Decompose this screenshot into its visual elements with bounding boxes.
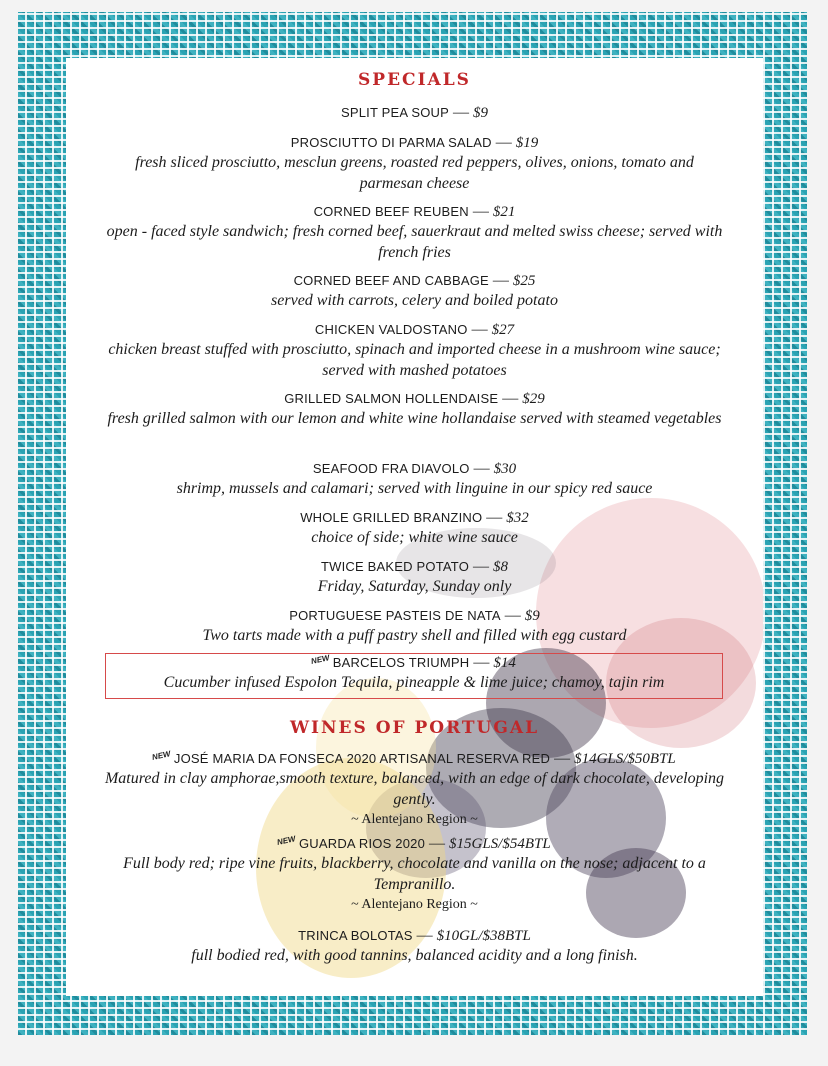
- item-description: chicken breast stuffed with prosciutto, spinach and imported cheese in a mushroom wine sauce; served with mashed potatoes: [108, 341, 721, 379]
- item-description: choice of side; white wine sauce: [311, 529, 518, 546]
- item-description: Cucumber infused Espolon Tequila, pineapple & lime juice; chamoy, tajin rim: [163, 674, 665, 691]
- item-name: SPLIT PEA SOUP: [340, 105, 450, 120]
- menu-item: TWICE BAKED POTATO — $8 Friday, Saturday, Sunday only: [86, 558, 743, 597]
- menu-item: WHOLE GRILLED BRANZINO — $32 choice of side; white wine sauce: [86, 509, 743, 548]
- item-name: WHOLE GRILLED BRANZINO: [300, 510, 483, 525]
- menu-item: CHICKEN VALDOSTANO — $27 chicken breast stuffed with prosciutto, spinach and imported cheese in a mushroom wine sauce; served with mashed potatoes: [106, 321, 723, 381]
- menu-item: SEAFOOD FRA DIAVOLO — $30 shrimp, mussels and calamari; served with linguine in our spicy red sauce: [86, 460, 743, 499]
- menu-item: CORNED BEEF AND CABBAGE — $25 served with carrots, celery and boiled potato: [106, 272, 723, 311]
- wine-item: TRINCA BOLOTAS — $10GL/$38BTL full bodied red, with good tannins, balanced acidity and a long finish.: [96, 927, 733, 966]
- new-badge: NEW: [151, 749, 172, 762]
- menu-item: SPLIT PEA SOUP — $9: [340, 104, 489, 121]
- item-price: $9: [524, 608, 540, 624]
- item-description: fresh grilled salmon with our lemon and white wine hollandaise served with steamed vegetables: [107, 410, 722, 427]
- item-name: CORNED BEEF REUBEN: [313, 204, 469, 219]
- item-price: $9: [473, 105, 489, 121]
- menu-item: PORTUGUESE PASTEIS DE NATA — $9 Two tarts made with a puff pastry shell and filled with egg custard: [86, 607, 743, 646]
- wine-price: $14GLS/$50BTL: [574, 751, 676, 767]
- item-price: $30: [493, 461, 517, 477]
- item-name: SEAFOOD FRA DIAVOLO: [312, 461, 470, 476]
- item-name: GRILLED SALMON HOLLENDAISE: [284, 391, 499, 406]
- item-price: $32: [506, 510, 529, 526]
- new-badge: NEW: [276, 834, 297, 847]
- item-price: $25: [512, 273, 536, 289]
- specials-heading: SPECIALS: [358, 70, 471, 90]
- menu-item: CORNED BEEF REUBEN — $21 open - faced style sandwich; fresh corned beef, sauerkraut and melted swiss cheese; served with french fries: [106, 203, 723, 261]
- wine-description: Matured in clay amphorae,smooth texture, balanced, with an edge of dark chocolate, developing gently.: [104, 770, 725, 808]
- menu-item: PROSCIUTTO DI PARMA SALAD — $19 fresh sliced prosciutto, mesclun greens, roasted red peppers, olives, onions, tomato and parmesan cheese: [106, 134, 723, 194]
- menu-content: [66, 58, 763, 996]
- item-description: Friday, Saturday, Sunday only: [317, 578, 512, 595]
- item-name: TWICE BAKED POTATO: [320, 559, 470, 574]
- menu-item: GRILLED SALMON HOLLENDAISE — $29 fresh grilled salmon with our lemon and white wine hollandaise served with steamed vegetables: [107, 390, 722, 427]
- item-name: CORNED BEEF AND CABBAGE: [293, 273, 489, 288]
- item-description: Two tarts made with a puff pastry shell and filled with egg custard: [202, 627, 627, 644]
- wine-name: GUARDA RIOS 2020: [298, 836, 425, 851]
- item-name: PROSCIUTTO DI PARMA SALAD: [290, 135, 492, 150]
- wines-heading: WINES OF PORTUGAL: [289, 718, 540, 738]
- new-badge: NEW: [310, 653, 331, 666]
- featured-item-box: NEW BARCELOS TRIUMPH — $14 Cucumber infused Espolon Tequila, pineapple & lime juice; chamoy, tajin rim: [105, 653, 723, 699]
- wine-item: NEW GUARDA RIOS 2020 — $15GLS/$54BTL Full body red; ripe vine fruits, blackberry, chocolate and vanilla on the nose; adjacent to a Tempranillo. ~ Alentejano Region ~: [96, 835, 733, 915]
- item-price: $14: [493, 655, 516, 671]
- item-price: $8: [493, 559, 509, 575]
- item-name: BARCELOS TRIUMPH: [332, 655, 470, 670]
- item-description: fresh sliced prosciutto, mesclun greens, roasted red peppers, olives, onions, tomato and parmesan cheese: [135, 154, 694, 192]
- wine-description: Full body red; ripe vine fruits, blackberry, chocolate and vanilla on the nose; adjacent to a Tempranillo.: [123, 855, 706, 893]
- item-price: $27: [491, 322, 515, 338]
- item-description: served with carrots, celery and boiled potato: [271, 292, 558, 309]
- item-price: $19: [515, 135, 539, 151]
- wine-name: TRINCA BOLOTAS: [298, 928, 413, 943]
- item-description: shrimp, mussels and calamari; served with linguine in our spicy red sauce: [176, 480, 653, 497]
- item-price: $21: [492, 204, 516, 220]
- wine-price: $15GLS/$54BTL: [449, 836, 551, 852]
- wine-region: ~ Alentejano Region ~: [351, 897, 478, 912]
- wine-price: $10GL/$38BTL: [436, 928, 531, 944]
- item-price: $29: [522, 391, 545, 407]
- wine-name: JOSÉ MARIA DA FONSECA 2020 ARTISANAL RESERVA RED: [173, 751, 551, 766]
- wine-region: ~ Alentejano Region ~: [351, 812, 478, 827]
- item-name: CHICKEN VALDOSTANO: [314, 322, 468, 337]
- wine-item: NEW JOSÉ MARIA DA FONSECA 2020 ARTISANAL RESERVA RED — $14GLS/$50BTL Matured in clay amphorae,smooth texture, balanced, with an edge of dark chocolate, developing gently. ~ Alentejano Region ~: [96, 750, 733, 830]
- wine-description: full bodied red, with good tannins, balanced acidity and a long finish.: [191, 947, 638, 964]
- item-name: PORTUGUESE PASTEIS DE NATA: [289, 608, 501, 623]
- item-description: open - faced style sandwich; fresh corned beef, sauerkraut and melted swiss cheese; served with french fries: [106, 223, 723, 261]
